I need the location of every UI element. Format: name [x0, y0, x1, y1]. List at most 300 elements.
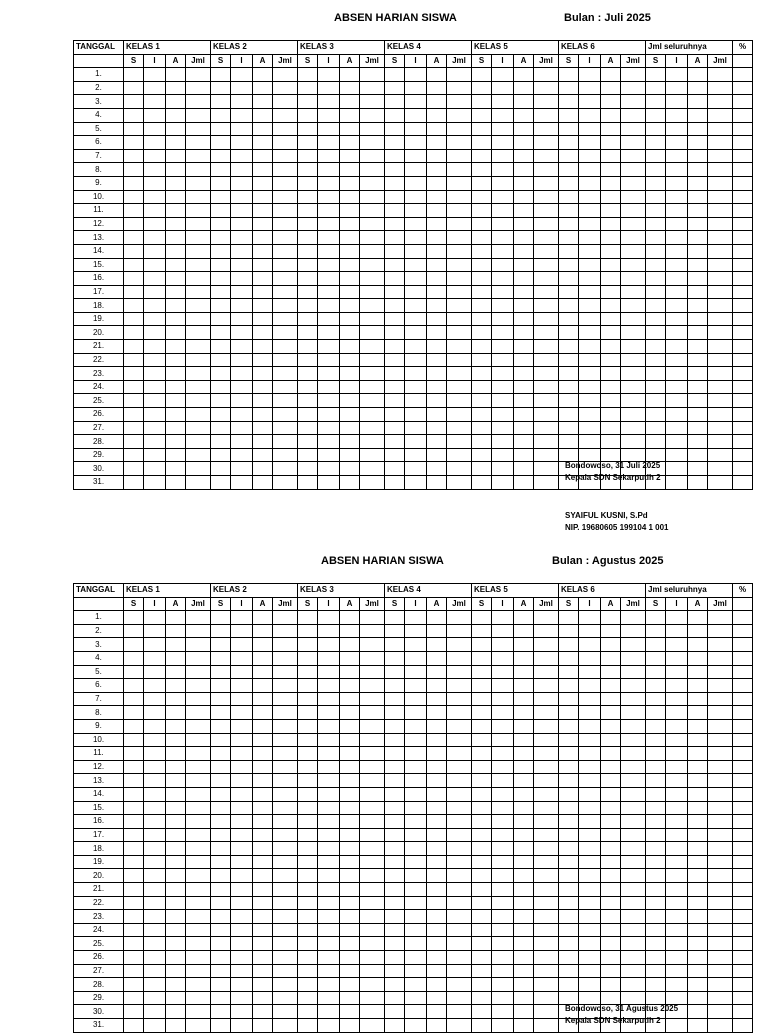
entry-cell — [405, 747, 427, 761]
entry-cell — [144, 285, 166, 299]
entry-cell — [534, 353, 559, 367]
entry-cell — [360, 217, 385, 231]
sub-header: Jml — [534, 597, 559, 611]
entry-cell — [273, 828, 298, 842]
entry-cell — [492, 68, 514, 82]
sub-header: S — [559, 54, 579, 68]
entry-cell — [211, 122, 231, 136]
entry-cell — [186, 68, 211, 82]
entry-cell — [231, 937, 253, 951]
entry-cell — [340, 122, 360, 136]
entry-cell — [601, 910, 621, 924]
entry-cell — [514, 190, 534, 204]
month-label: Bulan : Agustus 2025 — [552, 555, 664, 567]
entry-cell — [253, 285, 273, 299]
entry-cell — [298, 190, 318, 204]
entry-cell — [340, 978, 360, 992]
entry-cell — [298, 883, 318, 897]
entry-cell — [211, 244, 231, 258]
entry-cell — [666, 448, 688, 462]
group-header: Jml seluruhnya — [646, 41, 733, 55]
entry-cell — [186, 326, 211, 340]
entry-cell — [124, 787, 144, 801]
entry-cell — [559, 353, 579, 367]
entry-cell — [559, 692, 579, 706]
entry-cell — [733, 665, 753, 679]
entry-cell — [405, 964, 427, 978]
entry-cell — [688, 435, 708, 449]
table-row — [74, 842, 753, 856]
entry-cell — [318, 624, 340, 638]
sub-header: Jml — [708, 54, 733, 68]
entry-cell — [646, 747, 666, 761]
entry-cell — [211, 1019, 231, 1033]
entry-cell — [253, 258, 273, 272]
entry-cell — [427, 611, 447, 625]
entry-cell — [186, 136, 211, 150]
entry-cell — [447, 421, 472, 435]
entry-cell — [253, 801, 273, 815]
entry-cell — [253, 149, 273, 163]
entry-cell — [340, 787, 360, 801]
entry-cell — [708, 964, 733, 978]
entry-cell — [231, 611, 253, 625]
entry-cell — [340, 244, 360, 258]
entry-cell — [666, 272, 688, 286]
sub-header: Jml — [360, 597, 385, 611]
entry-cell — [186, 340, 211, 354]
entry-cell — [360, 326, 385, 340]
entry-cell — [733, 774, 753, 788]
entry-cell — [318, 787, 340, 801]
entry-cell — [733, 380, 753, 394]
entry-cell — [186, 787, 211, 801]
entry-cell — [472, 190, 492, 204]
entry-cell — [472, 828, 492, 842]
entry-cell — [427, 408, 447, 422]
date-cell: 10. — [74, 190, 124, 204]
entry-cell — [601, 651, 621, 665]
entry-cell — [253, 624, 273, 638]
entry-cell — [427, 448, 447, 462]
sub-header: A — [514, 597, 534, 611]
entry-cell — [166, 421, 186, 435]
group-header: KELAS 4 — [385, 41, 472, 55]
entry-cell — [514, 122, 534, 136]
entry-cell — [579, 951, 601, 965]
entry-cell — [273, 244, 298, 258]
entry-cell — [298, 258, 318, 272]
table-row — [74, 910, 753, 924]
entry-cell — [273, 68, 298, 82]
entry-cell — [621, 81, 646, 95]
entry-cell — [273, 340, 298, 354]
entry-cell — [621, 869, 646, 883]
entry-cell — [601, 747, 621, 761]
entry-cell — [166, 326, 186, 340]
entry-cell — [579, 733, 601, 747]
sub-header: A — [514, 54, 534, 68]
entry-cell — [298, 1019, 318, 1033]
entry-cell — [559, 774, 579, 788]
date-cell: 14. — [74, 244, 124, 258]
entry-cell — [360, 815, 385, 829]
entry-cell — [385, 299, 405, 313]
sub-header: I — [492, 54, 514, 68]
table-row — [74, 435, 753, 449]
entry-cell — [579, 448, 601, 462]
entry-cell — [231, 258, 253, 272]
entry-cell — [621, 665, 646, 679]
entry-cell — [472, 869, 492, 883]
entry-cell — [231, 760, 253, 774]
entry-cell — [318, 272, 340, 286]
entry-cell — [166, 651, 186, 665]
entry-cell — [360, 394, 385, 408]
entry-cell — [124, 747, 144, 761]
entry-cell — [666, 435, 688, 449]
entry-cell — [273, 910, 298, 924]
entry-cell — [298, 978, 318, 992]
entry-cell — [360, 81, 385, 95]
attendance-table — [73, 583, 753, 1033]
entry-cell — [579, 421, 601, 435]
entry-cell — [534, 408, 559, 422]
entry-cell — [166, 435, 186, 449]
entry-cell — [124, 1019, 144, 1033]
entry-cell — [124, 136, 144, 150]
entry-cell — [186, 312, 211, 326]
entry-cell — [166, 815, 186, 829]
entry-cell — [621, 95, 646, 109]
entry-cell — [211, 163, 231, 177]
entry-cell — [472, 991, 492, 1005]
entry-cell — [340, 136, 360, 150]
entry-cell — [298, 231, 318, 245]
entry-cell — [405, 896, 427, 910]
entry-cell — [340, 801, 360, 815]
entry-cell — [514, 679, 534, 693]
entry-cell — [253, 353, 273, 367]
entry-cell — [166, 476, 186, 490]
group-header: Jml seluruhnya — [646, 584, 733, 598]
sub-header: I — [405, 597, 427, 611]
sub-header: A — [688, 597, 708, 611]
entry-cell — [231, 285, 253, 299]
entry-cell — [621, 910, 646, 924]
entry-cell — [298, 624, 318, 638]
entry-cell — [405, 692, 427, 706]
entry-cell — [733, 855, 753, 869]
entry-cell — [166, 828, 186, 842]
entry-cell — [708, 272, 733, 286]
entry-cell — [688, 815, 708, 829]
entry-cell — [186, 706, 211, 720]
entry-cell — [646, 285, 666, 299]
entry-cell — [688, 476, 708, 490]
entry-cell — [621, 122, 646, 136]
entry-cell — [427, 421, 447, 435]
entry-cell — [733, 231, 753, 245]
entry-cell — [646, 95, 666, 109]
entry-cell — [340, 638, 360, 652]
entry-cell — [340, 394, 360, 408]
entry-cell — [253, 896, 273, 910]
entry-cell — [621, 951, 646, 965]
entry-cell — [340, 815, 360, 829]
date-cell: 20. — [74, 869, 124, 883]
entry-cell — [253, 68, 273, 82]
entry-cell — [666, 244, 688, 258]
entry-cell — [231, 923, 253, 937]
entry-cell — [601, 679, 621, 693]
entry-cell — [447, 978, 472, 992]
entry-cell — [340, 231, 360, 245]
entry-cell — [601, 394, 621, 408]
entry-cell — [733, 68, 753, 82]
entry-cell — [514, 367, 534, 381]
entry-cell — [211, 774, 231, 788]
entry-cell — [273, 285, 298, 299]
entry-cell — [559, 951, 579, 965]
entry-cell — [405, 231, 427, 245]
sub-header: I — [231, 597, 253, 611]
entry-cell — [447, 190, 472, 204]
entry-cell — [447, 733, 472, 747]
entry-cell — [733, 204, 753, 218]
entry-cell — [231, 367, 253, 381]
date-cell: 17. — [74, 285, 124, 299]
entry-cell — [427, 68, 447, 82]
entry-cell — [534, 394, 559, 408]
entry-cell — [492, 136, 514, 150]
entry-cell — [666, 883, 688, 897]
entry-cell — [646, 81, 666, 95]
entry-cell — [186, 81, 211, 95]
entry-cell — [385, 665, 405, 679]
entry-cell — [231, 842, 253, 856]
table-row — [74, 801, 753, 815]
entry-cell — [298, 747, 318, 761]
entry-cell — [447, 312, 472, 326]
entry-cell — [166, 258, 186, 272]
entry-cell — [144, 176, 166, 190]
entry-cell — [579, 923, 601, 937]
entry-cell — [447, 665, 472, 679]
sub-header: A — [601, 54, 621, 68]
entry-cell — [211, 869, 231, 883]
entry-cell — [646, 149, 666, 163]
entry-cell — [231, 896, 253, 910]
table-row — [74, 108, 753, 122]
entry-cell — [601, 204, 621, 218]
entry-cell — [514, 978, 534, 992]
entry-cell — [579, 991, 601, 1005]
entry-cell — [447, 910, 472, 924]
entry-cell — [534, 869, 559, 883]
entry-cell — [166, 611, 186, 625]
entry-cell — [646, 217, 666, 231]
entry-cell — [340, 774, 360, 788]
entry-cell — [340, 217, 360, 231]
entry-cell — [298, 163, 318, 177]
entry-cell — [514, 815, 534, 829]
entry-cell — [144, 801, 166, 815]
entry-cell — [559, 340, 579, 354]
entry-cell — [124, 1005, 144, 1019]
entry-cell — [385, 774, 405, 788]
entry-cell — [318, 719, 340, 733]
entry-cell — [472, 842, 492, 856]
entry-cell — [405, 380, 427, 394]
entry-cell — [340, 435, 360, 449]
entry-cell — [405, 1005, 427, 1019]
entry-cell — [621, 448, 646, 462]
entry-cell — [340, 706, 360, 720]
entry-cell — [579, 149, 601, 163]
entry-cell — [579, 367, 601, 381]
entry-cell — [144, 855, 166, 869]
entry-cell — [472, 353, 492, 367]
entry-cell — [733, 651, 753, 665]
sub-header: Jml — [447, 54, 472, 68]
entry-cell — [601, 244, 621, 258]
entry-cell — [211, 149, 231, 163]
entry-cell — [124, 340, 144, 354]
sub-header: A — [253, 597, 273, 611]
entry-cell — [273, 108, 298, 122]
entry-cell — [298, 951, 318, 965]
table-row — [74, 978, 753, 992]
entry-cell — [144, 787, 166, 801]
sub-header: S — [472, 54, 492, 68]
entry-cell — [492, 638, 514, 652]
entry-cell — [186, 923, 211, 937]
entry-cell — [273, 842, 298, 856]
entry-cell — [253, 951, 273, 965]
entry-cell — [534, 883, 559, 897]
entry-cell — [405, 719, 427, 733]
entry-cell — [144, 692, 166, 706]
entry-cell — [579, 353, 601, 367]
entry-cell — [124, 272, 144, 286]
entry-cell — [472, 883, 492, 897]
entry-cell — [688, 190, 708, 204]
table-row — [74, 380, 753, 394]
entry-cell — [405, 149, 427, 163]
entry-cell — [124, 367, 144, 381]
entry-cell — [360, 828, 385, 842]
entry-cell — [666, 787, 688, 801]
entry-cell — [211, 923, 231, 937]
date-cell: 25. — [74, 937, 124, 951]
entry-cell — [385, 353, 405, 367]
entry-cell — [318, 651, 340, 665]
entry-cell — [298, 448, 318, 462]
entry-cell — [579, 217, 601, 231]
entry-cell — [646, 828, 666, 842]
entry-cell — [211, 326, 231, 340]
date-cell: 3. — [74, 95, 124, 109]
entry-cell — [273, 679, 298, 693]
entry-cell — [298, 1005, 318, 1019]
date-cell: 15. — [74, 258, 124, 272]
entry-cell — [688, 706, 708, 720]
entry-cell — [405, 448, 427, 462]
entry-cell — [427, 978, 447, 992]
date-cell: 1. — [74, 611, 124, 625]
entry-cell — [231, 828, 253, 842]
sub-header: Jml — [534, 54, 559, 68]
entry-cell — [340, 380, 360, 394]
entry-cell — [534, 815, 559, 829]
entry-cell — [298, 204, 318, 218]
entry-cell — [666, 747, 688, 761]
entry-cell — [298, 367, 318, 381]
entry-cell — [688, 951, 708, 965]
entry-cell — [733, 448, 753, 462]
entry-cell — [621, 815, 646, 829]
entry-cell — [360, 272, 385, 286]
entry-cell — [579, 855, 601, 869]
entry-cell — [211, 367, 231, 381]
entry-cell — [211, 68, 231, 82]
entry-cell — [579, 706, 601, 720]
table-row — [74, 991, 753, 1005]
entry-cell — [385, 204, 405, 218]
entry-cell — [186, 774, 211, 788]
entry-cell — [340, 611, 360, 625]
entry-cell — [514, 272, 534, 286]
entry-cell — [708, 326, 733, 340]
entry-cell — [405, 733, 427, 747]
entry-cell — [447, 81, 472, 95]
date-cell: 15. — [74, 801, 124, 815]
entry-cell — [298, 910, 318, 924]
date-cell: 10. — [74, 733, 124, 747]
date-header: TANGGAL — [74, 41, 124, 55]
entry-cell — [166, 665, 186, 679]
entry-cell — [186, 760, 211, 774]
entry-cell — [166, 95, 186, 109]
date-cell: 12. — [74, 760, 124, 774]
entry-cell — [360, 312, 385, 326]
sub-header: A — [427, 54, 447, 68]
entry-cell — [447, 68, 472, 82]
entry-cell — [492, 624, 514, 638]
entry-cell — [318, 883, 340, 897]
entry-cell — [166, 408, 186, 422]
entry-cell — [559, 408, 579, 422]
entry-cell — [601, 231, 621, 245]
entry-cell — [340, 937, 360, 951]
entry-cell — [385, 760, 405, 774]
entry-cell — [646, 869, 666, 883]
entry-cell — [559, 679, 579, 693]
entry-cell — [340, 964, 360, 978]
entry-cell — [211, 910, 231, 924]
entry-cell — [405, 353, 427, 367]
entry-cell — [340, 842, 360, 856]
group-header: KELAS 5 — [472, 41, 559, 55]
entry-cell — [601, 367, 621, 381]
entry-cell — [559, 828, 579, 842]
place-date: Bondowoso, 31 Agustus 2025 — [565, 1004, 679, 1013]
date-cell: 22. — [74, 353, 124, 367]
entry-cell — [144, 624, 166, 638]
entry-cell — [534, 964, 559, 978]
entry-cell — [231, 95, 253, 109]
